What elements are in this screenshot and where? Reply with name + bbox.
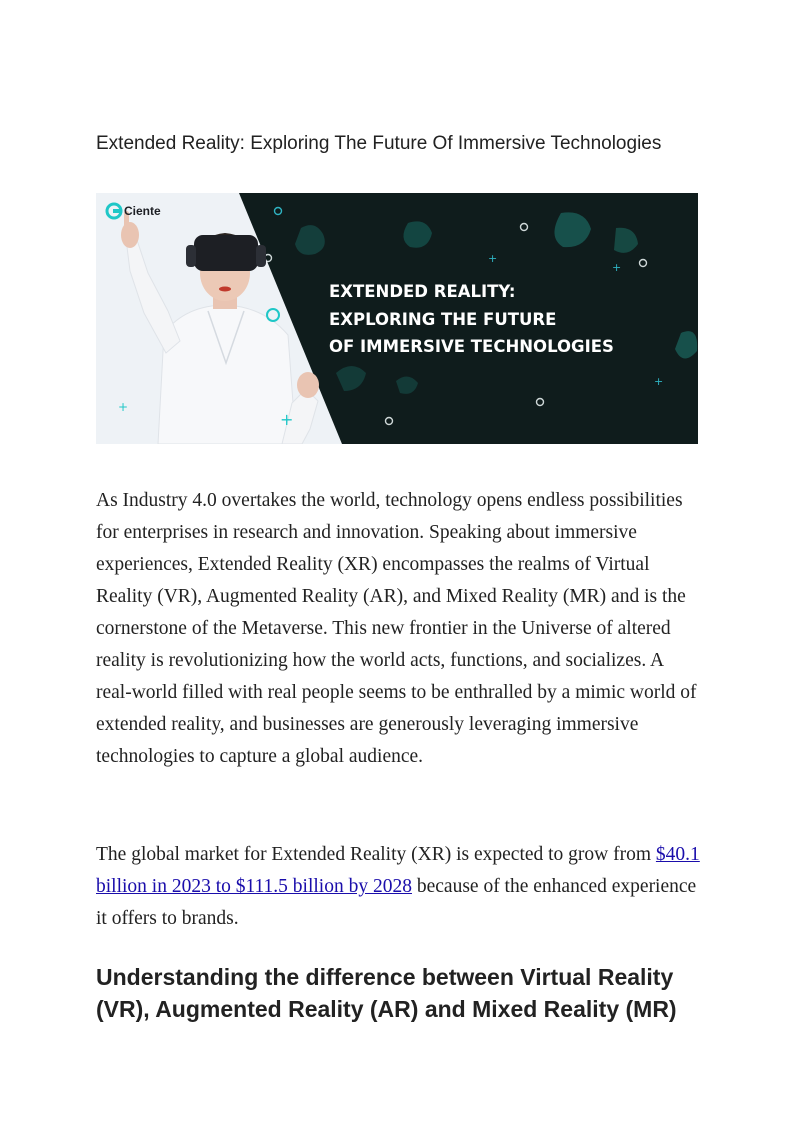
banner-headline-line-1: EXTENDED REALITY:: [329, 282, 516, 301]
svg-text:+: +: [280, 410, 294, 429]
market-size-link[interactable]: $40.1 billion in 2023 to $111.5 billion by 2028: [96, 844, 700, 897]
svg-text:+: +: [654, 375, 664, 388]
banner-image: [96, 193, 698, 444]
banner-headline-line-3: OF IMMERSIVE TECHNOLOGIES: [329, 337, 614, 356]
market-text-before: The global market for Extended Reality (XR) is expected to grow from: [96, 844, 656, 865]
svg-text:+: +: [612, 261, 622, 274]
document-title: Extended Reality: Exploring The Future Of Immersive Technologies: [96, 133, 662, 154]
market-paragraph: [96, 839, 700, 935]
banner-headline-line-2: EXPLORING THE FUTURE: [329, 310, 557, 329]
svg-text:+: +: [118, 400, 129, 414]
banner-logo-text: Ciente: [124, 204, 161, 218]
market-text-after: because of the enhanced experience it offers to brands.: [96, 876, 697, 929]
intro-paragraph: As Industry 4.0 overtakes the world, technology opens endless possibilities for enterprises in research and innovation. Speaking about immersive experiences, Extended Reality (XR) encompasses the realms of Virtual Reality (VR), Augmented Reality (AR), and Mixed Reality (MR) and is the cornerstone of the Metaverse. This new frontier in the Universe of altered reality is revolutionizing how the world acts, functions, and socializes. A real-world filled with real people seems to be enthralled by a mimic world of extended reality, and businesses are generously leveraging immersive technologies to capture a global audience.: [96, 490, 697, 767]
svg-text:+: +: [488, 252, 498, 265]
section-heading: Understanding the difference between Virtual Reality (VR), Augmented Reality (AR) and Mixed Reality (MR): [96, 964, 677, 1022]
